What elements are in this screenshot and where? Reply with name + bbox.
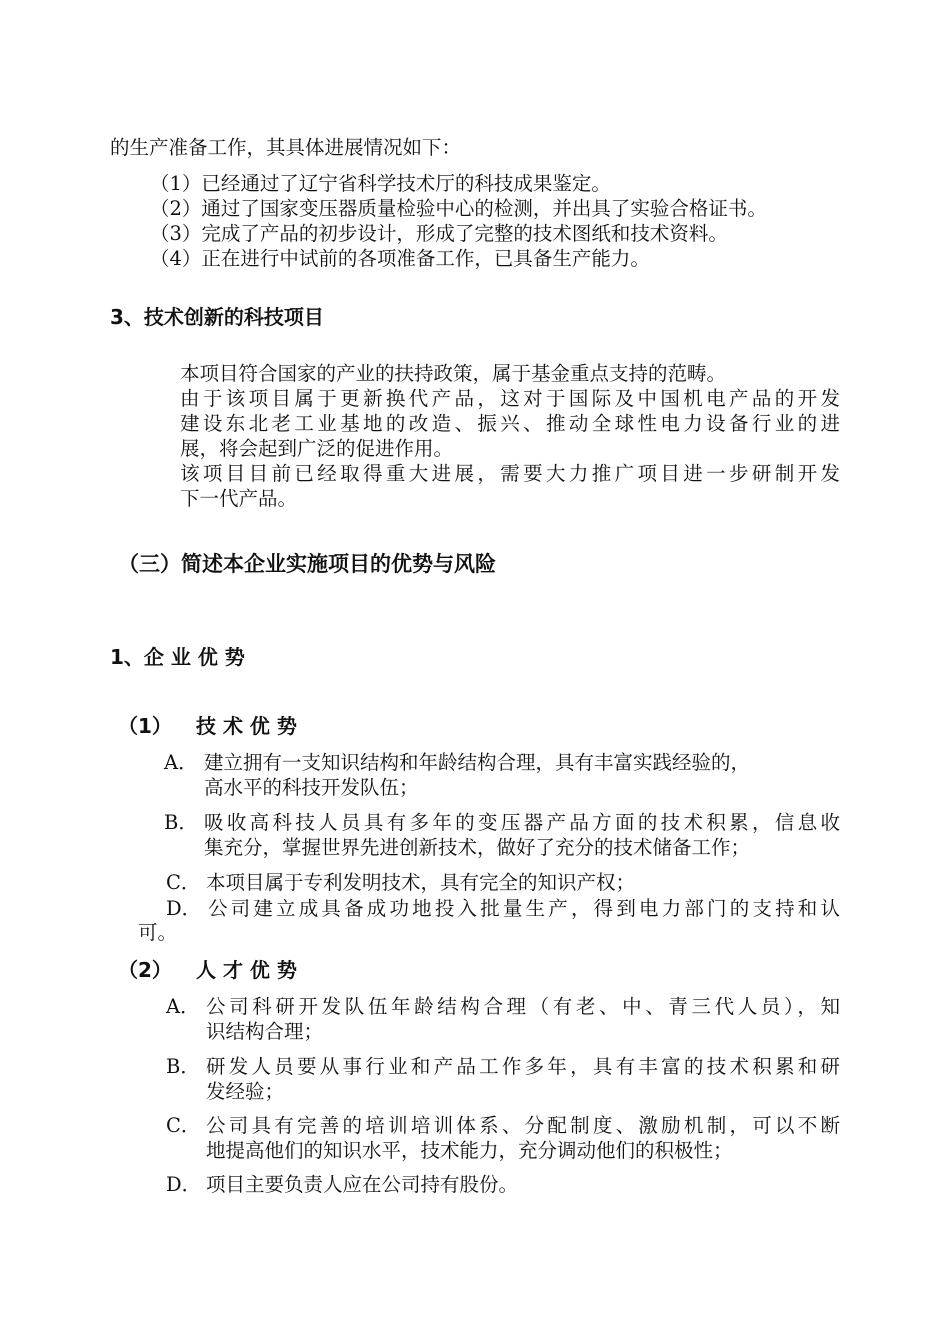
list-item-text: 建立拥有一支知识结构和年龄结构合理，具有丰富实践经验的， xyxy=(204,751,751,774)
list-item-text: 本项目属于专利发明技术，具有完全的知识产权； xyxy=(206,871,636,894)
list-item-text: 公司建立成具备成功地投入批量生产，得到电力部门的支持和认 xyxy=(208,897,840,920)
subsection-heading: 1、企 业 优 势 xyxy=(110,645,245,669)
list-item-text: 高水平的科技开发队伍； xyxy=(204,776,419,799)
list-item-text: 地提高他们的知识水平，技术能力，充分调动他们的积极性； xyxy=(206,1139,733,1162)
list-item-label: A． xyxy=(164,751,198,774)
list-item-text: 识结构合理； xyxy=(206,1020,324,1043)
list-item-text: 公司科研开发队伍年龄结构合理（有老、中、青三代人员），知 xyxy=(206,995,840,1018)
list-item-label: D． xyxy=(166,897,202,920)
paragraph-line: 建设东北老工业基地的改造、振兴、推动全球性电力设备行业的进 xyxy=(180,412,840,435)
paragraph-line: 展，将会起到广泛的促进作用。 xyxy=(180,437,454,460)
item-number: （2） xyxy=(118,958,172,982)
section-heading: 3、技术创新的科技项目 xyxy=(110,305,324,329)
list-item-text: 项目主要负责人应在公司持有股份。 xyxy=(206,1173,519,1196)
item-number: （1） xyxy=(118,714,172,738)
paragraph-line: 本项目符合国家的产业的扶持政策，属于基金重点支持的范畴。 xyxy=(180,362,727,385)
part-heading: （三）简述本企业实施项目的优势与风险 xyxy=(118,552,496,576)
paragraph-line: 的生产准备工作，其具体进展情况如下： xyxy=(110,136,462,159)
progress-item-1: （1）已经通过了辽宁省科学技术厅的科技成果鉴定。 xyxy=(150,172,611,195)
subsubsection-heading: 技 术 优 势 xyxy=(196,714,297,738)
progress-item-4: （4）正在进行中试前的各项准备工作，已具备生产能力。 xyxy=(150,247,650,270)
list-item-label: B． xyxy=(164,811,198,834)
list-item-label: A． xyxy=(166,995,200,1018)
list-item-text: 发经验； xyxy=(206,1080,285,1103)
list-item-label: C． xyxy=(166,871,201,894)
list-item-label: C． xyxy=(166,1114,201,1137)
list-item-text: 可。 xyxy=(138,921,178,944)
progress-item-2: （2）通过了国家变压器质量检验中心的检测，并出具了实验合格证书。 xyxy=(150,197,767,220)
list-item-label: B． xyxy=(166,1055,200,1078)
paragraph-line: 由于该项目属于更新换代产品，这对于国际及中国机电产品的开发 xyxy=(180,387,840,410)
paragraph-line: 该项目目前已经取得重大进展，需要大力推广项目进一步研制开发 xyxy=(180,462,840,485)
list-item-text: 公司具有完善的培训培训体系、分配制度、激励机制，可以不断 xyxy=(206,1114,840,1137)
progress-item-3: （3）完成了产品的初步设计，形成了完整的技术图纸和技术资料。 xyxy=(150,222,728,245)
list-item-text: 集充分，掌握世界先进创新技术，做好了充分的技术储备工作； xyxy=(204,836,751,859)
list-item-text: 吸收高科技人员具有多年的变压器产品方面的技术积累，信息收 xyxy=(204,811,840,834)
paragraph-line: 下一代产品。 xyxy=(180,487,298,510)
list-item-label: D． xyxy=(166,1173,202,1196)
list-item-text: 研发人员要从事行业和产品工作多年，具有丰富的技术积累和研 xyxy=(206,1055,840,1078)
subsubsection-heading: 人 才 优 势 xyxy=(196,958,297,982)
